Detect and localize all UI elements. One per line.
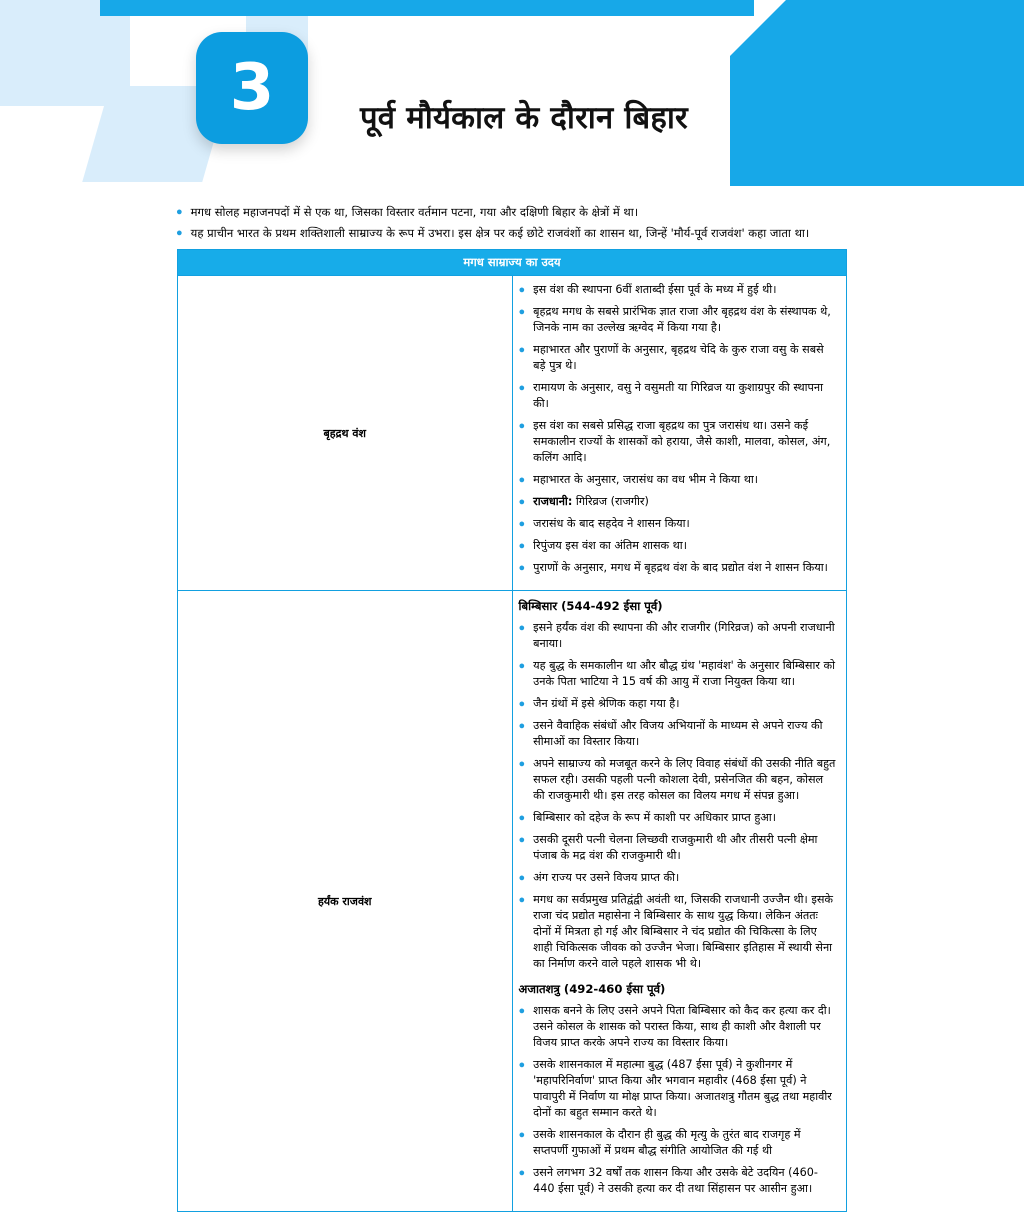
list-item — [519, 282, 837, 298]
bullet-icon: ● — [518, 1167, 526, 1179]
chapter-number-badge — [196, 32, 308, 144]
bullet-icon: ● — [518, 540, 526, 552]
list-item — [519, 418, 837, 466]
bullet-icon: ● — [518, 720, 526, 732]
list-item — [519, 718, 837, 750]
list-item — [519, 516, 837, 532]
chapter-number: 3 — [229, 51, 275, 125]
list-item — [519, 810, 837, 826]
bullet-icon: ● — [176, 227, 183, 239]
row-bullet-text: उसके शासनकाल के दौरान ही बुद्ध की मृत्यु के तुरंत बाद राजगृह में सप्तपर्णी गुफाओं में प्रथम बौद्ध संगीति आयोजित की गई थी — [533, 1128, 801, 1157]
bullet-icon: ● — [518, 420, 526, 432]
row-body-haryanka — [512, 591, 847, 1212]
row-bullet-text: उसने लगभग 32 वर्षों तक शासन किया और उसके बेटे उदयिन (460-440 ईसा पूर्व) ने उसकी हत्या कर दी तथा सिंहासन पर आसीन हुआ। — [533, 1166, 818, 1195]
bullet-icon: ● — [518, 758, 526, 770]
bullet-icon: ● — [518, 894, 526, 906]
table-row — [178, 591, 847, 1212]
bullet-icon: ● — [518, 622, 526, 634]
bullet-icon: ● — [518, 306, 526, 318]
intro-bullet-list — [0, 204, 1024, 241]
list-item — [519, 1165, 837, 1197]
list-item — [519, 380, 837, 412]
list-item — [519, 870, 837, 886]
subsection-heading-bimbisara: बिम्बिसार (544-492 ईसा पूर्व) — [518, 599, 663, 613]
row-bullet-text: रिपुंजय इस वंश का अंतिम शासक था। — [533, 539, 687, 552]
bullet-icon: ● — [518, 812, 526, 824]
magadh-empire-table — [177, 249, 847, 1212]
table-row — [178, 276, 847, 591]
bullet-icon: ● — [518, 284, 526, 296]
bullet-icon: ● — [518, 1005, 526, 1017]
bullet-icon: ● — [518, 698, 526, 710]
bullet-icon: ● — [518, 518, 526, 530]
list-item — [519, 560, 837, 576]
list-item — [519, 342, 837, 374]
list-item — [519, 1057, 837, 1121]
list-item — [176, 204, 948, 220]
row-bullet-text: मगध का सर्वप्रमुख प्रतिद्वंद्वी अवंती था, जिसकी राजधानी उज्जैन थी। इसके राजा चंद प्रद्योत महासेना ने बिम्बिसार के साथ युद्ध किया। लेकिन अंततः दोनों में मित्रता हो गई और बिम्बिसार ने चंद प्रद्योत की चिकित्सा के लिए शाही चिकित्सक जीवक को उज्जैन भेजा। बिम्बिसार इतिहास में स्थायी सेना का निर्माण करने वाले पहले शासक भी थे। — [533, 893, 834, 970]
table-header-title: मगध साम्राज्य का उदय — [178, 250, 847, 276]
bullet-icon: ● — [518, 496, 526, 508]
intro-bullet-text: मगध सोलह महाजनपदों में से एक था, जिसका विस्तार वर्तमान पटना, गया और दक्षिणी बिहार के क्षेत्रों में था। — [190, 205, 639, 219]
row-bullet-text: बिम्बिसार को दहेज के रूप में काशी पर अधिकार प्राप्त हुआ। — [533, 811, 776, 824]
list-item — [519, 892, 837, 972]
list-item — [519, 620, 837, 652]
row-bullet-text: अपने साम्राज्य को मजबूत करने के लिए विवाह संबंधों की उसकी नीति बहुत सफल रही। उसकी पहली पत्नी कोशला देवी, प्रसेनजित की बहन, कोसल की राजकुमारी थी। इस तरह कोसल का विलय मगध में संपन्न हुआ। — [533, 757, 836, 802]
list-item — [519, 1003, 837, 1051]
page-title: पूर्व मौर्यकाल के दौरान बिहार — [360, 100, 688, 136]
row-bullet-text: इस वंश का सबसे प्रसिद्ध राजा बृहद्रथ का पुत्र जरासंध था। उसने कई समकालीन राज्यों के शासकों को हराया, जैसे काशी, मालवा, कोसल, अंग, कलिंग आदि। — [533, 419, 831, 464]
list-item — [519, 696, 837, 712]
row-bullet-text: अंग राज्य पर उसने विजय प्राप्त की। — [533, 871, 680, 884]
bullet-icon: ● — [518, 872, 526, 884]
list-item — [176, 225, 948, 241]
bullet-icon: ● — [518, 474, 526, 486]
row-label-brihadratha: बृहद्रथ वंश — [178, 276, 513, 591]
row-bullet-text: इस वंश की स्थापना 6वीं शताब्दी ईसा पूर्व के मध्य में हुई थी। — [533, 283, 777, 296]
bullet-icon: ● — [518, 562, 526, 574]
header-blue-corner — [730, 0, 1024, 186]
row-bullet-text: जरासंध के बाद सहदेव ने शासन किया। — [533, 517, 690, 530]
bullet-icon: ● — [518, 834, 526, 846]
row-bullet-text: शासक बनने के लिए उसने अपने पिता बिम्बिसार को कैद कर हत्या कर दी। उसने कोसल के शासक को परास्त किया, साथ ही काशी और वैशाली पर विजय प्राप्त करके अपने राज्य का विस्तार किया। — [533, 1004, 831, 1049]
list-item — [519, 832, 837, 864]
page-header — [0, 0, 1024, 196]
list-item — [519, 658, 837, 690]
list-item — [519, 494, 837, 510]
bullet-icon: ● — [518, 1129, 526, 1141]
row-bullet-text: बृहद्रथ मगध के सबसे प्रारंभिक ज्ञात राजा और बृहद्रथ वंश के संस्थापक थे, जिनके नाम का उल्लेख ऋग्वेद में किया गया है। — [533, 305, 831, 334]
list-item — [519, 472, 837, 488]
row-label-haryanka: हर्यंक राजवंश — [178, 591, 513, 1212]
bullet-icon: ● — [518, 1059, 526, 1071]
row-bullet-text: उसने वैवाहिक संबंधों और विजय अभियानों के माध्यम से अपने राज्य की सीमाओं का विस्तार किया। — [533, 719, 823, 748]
row-bullet-text: इसने हर्यंक वंश की स्थापना की और राजगीर (गिरिव्रज) को अपनी राजधानी बनाया। — [533, 621, 835, 650]
row-bullet-text: यह बुद्ध के समकालीन था और बौद्ध ग्रंथ 'महावंश' के अनुसार बिम्बिसार को उनके पिता भाटिया ने 15 वर्ष की आयु में राजा नियुक्त किया था। — [533, 659, 835, 688]
row-bullet-text: पुराणों के अनुसार, मगध में बृहद्रथ वंश के बाद प्रद्योत वंश ने शासन किया। — [533, 561, 828, 574]
list-item — [519, 304, 837, 336]
bullet-icon: ● — [518, 344, 526, 356]
row-body-brihadratha — [512, 276, 847, 591]
bullet-icon: ● — [518, 382, 526, 394]
subsection-heading-ajatashatru: अजातशत्रु (492-460 ईसा पूर्व) — [518, 982, 666, 996]
row-bullet-text: उसकी दूसरी पत्नी चेलना लिच्छवी राजकुमारी थी और तीसरी पत्नी क्षेमा पंजाब के मद्र वंश की राजकुमारी थी। — [533, 833, 818, 862]
intro-bullet-text: यह प्राचीन भारत के प्रथम शक्तिशाली साम्राज्य के रूप में उभरा। इस क्षेत्र पर कई छोटे राजवंशों का शासन था, जिन्हें 'मौर्य-पूर्व राजवंश' कहा जाता था। — [190, 226, 810, 240]
header-blue-strip — [100, 0, 754, 16]
list-item — [519, 538, 837, 554]
table-header-row — [178, 250, 847, 276]
row-bullet-text: महाभारत के अनुसार, जरासंध का वध भीम ने किया था। — [533, 473, 758, 486]
row-bullet-text: जैन ग्रंथों में इसे श्रेणिक कहा गया है। — [533, 697, 680, 710]
row-bullet-text: रामायण के अनुसार, वसु ने वसुमती या गिरिव्रज या कुशाग्रपुर की स्थापना की। — [533, 381, 824, 410]
row-bullet-text-capital: राजधानी: गिरिव्रज (राजगीर) — [533, 495, 649, 508]
row-bullet-text: उसके शासनकाल में महात्मा बुद्ध (487 ईसा पूर्व) ने कुशीनगर में 'महापरिनिर्वाण' प्राप्त किया और भगवान महावीर (468 ईसा पूर्व) ने पावापुरी में निर्वाण या मोक्ष प्राप्त किया। अजातशत्रु गौतम बुद्ध तथा महावीर दोनों का बहुत सम्मान करते थे। — [533, 1058, 832, 1119]
bullet-icon: ● — [176, 206, 183, 218]
bullet-icon: ● — [518, 660, 526, 672]
list-item — [519, 756, 837, 804]
list-item — [519, 1127, 837, 1159]
row-bullet-text: महाभारत और पुराणों के अनुसार, बृहद्रथ चेदि के कुरु राजा वसु के सबसे बड़े पुत्र थे। — [533, 343, 824, 372]
